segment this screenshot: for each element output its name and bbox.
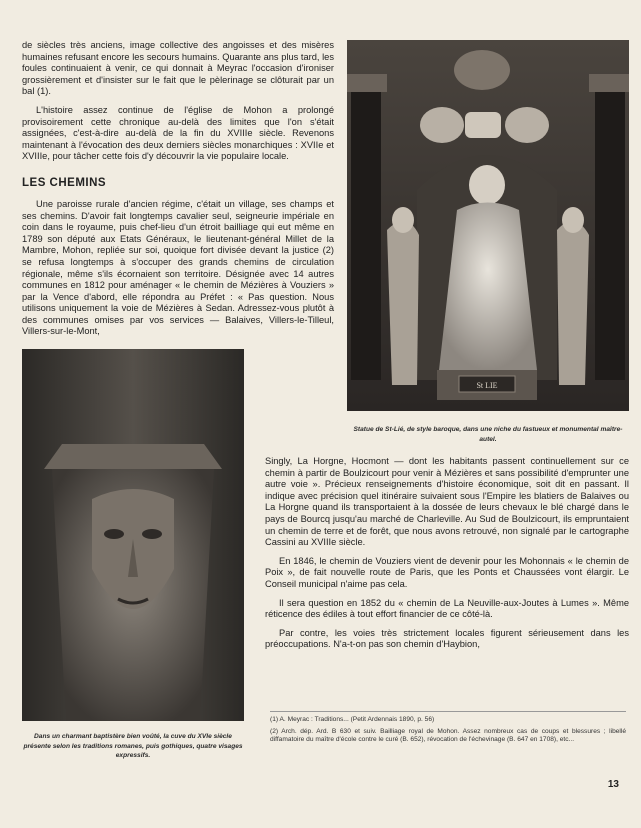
font-caption: Dans un charmant baptistère bien voûté, la cuve du XVIe siècle présente selon les traditions romanes, puis gothiques, quatre visages expressifs. xyxy=(23,733,243,759)
paragraph: L'histoire assez continue de l'église de Mohon a prolongé provisoirement cette chronique au-delà des limites que l'on s'était assignées, c'est-à-dire au-delà de la fin du XVIIIe siècle. Revenons maintenant à l'évocation des deux derniers siècles monarchiques : XVIIe et XVIIIe, pour tâcher cette fois d'y découvrir la vie populaire locale. xyxy=(22,104,334,162)
statue-caption: Statue de St-Lié, de style baroque, dans une niche du fastueux et monumental maître-autel. xyxy=(353,426,623,443)
footnotes xyxy=(270,711,626,749)
paragraph: de siècles très anciens, image collective des angoisses et des misères humaines refusant encore les secours humains. Quarante ans plus tard, les foules continuaient à venir, ce qui donnait à Meyrac l'occasion d'ironiser grossièrement et d'insister sur le fait que le pèlerinage se clôturait par un bal (1). xyxy=(22,40,334,97)
footnote: (1) A. Meyrac : Traditions... (Petit Ardennais 1890, p. 56) xyxy=(270,716,435,723)
plaque-label: St LIE xyxy=(476,381,498,390)
font-photo xyxy=(22,349,244,721)
statue-photo xyxy=(347,40,629,411)
left-column xyxy=(22,40,334,345)
page-number: 13 xyxy=(607,779,619,790)
footnote: (2) Arch. dép. Ard. B 630 et suiv. Bailliage royal de Mohon. Assez nombreux cas de coups et blessures ; libellé diffamatoire du maître d'école contre le curé (B. 652), révocation de l'échevinage (B. 647 en 1708), etc... xyxy=(270,728,626,744)
right-column xyxy=(265,456,629,658)
paragraph: Singly, La Horgne, Hocmont — dont les habitants passent continuellement sur ce chemin à partir de Boulzicourt pour venir à Mézières et sans possibilité d'emprunter une autre voie ». Précieux renseignements d'histoire économique, soit dit en passant. Il indique avec précision quel itinéraire suivaient sous l'Empire les blatiers de Balaives ou La Horgne quand ils transportaient à la dossée de leurs chevaux le blé chargé dans le pays de Bourcq jusqu'au marché de Charleville. Au Sud de Boulzicourt, ils empruntaient un chemin de terre et de forêt, que nous avons retrouvé, non signalé par le cartographe Cassini au XVIIIe siècle. xyxy=(265,456,629,548)
paragraph: Il sera question en 1852 du « chemin de La Neuville-aux-Joutes à Lumes ». Même réticence des édiles à tout effort financier de ce côté-là. xyxy=(265,597,629,620)
paragraph: Une paroisse rurale d'ancien régime, c'était un village, ses champs et ses chemins. D'avoir fait longtemps cavalier seul, seigneurie impériale en coin dans le royaume, puis chef-lieu d'un étroit bailliage qui eut même en 1789 son député aux Etats Généraux, le lieutenant-général Millet de la Mambre, Mohon, repliée sur soi, quoique fort divisée devant la justice (2) se refusa longtemps à s'occuper des grands chemins de circulation régionale, même s'ils écornaient son territoire. Désignée avec 14 autres communes en 1812 pour aménager « le chemin de Mézières à Vouziers » par la Vence d'abord, elle répondra au Préfet : « Pas question. Nous utilisons uniquement la voie de Mézières à Sedan. Adressez-vous plutôt à des communes omises par vos services — Balaives, Villers-le-Tilleul, Villers-sur-le-Mont, xyxy=(22,198,334,337)
paragraph: En 1846, le chemin de Vouziers vient de devenir pour les Mohonnais « le chemin de Poix », de fait nouvelle route de Paris, que les Ponts et Chaussées vont élargir. Le Conseil municipal n'aime pas cela. xyxy=(265,555,629,589)
section-heading: LES CHEMINS xyxy=(22,176,107,189)
paragraph: Par contre, les voies très strictement locales figurent sérieusement dans les préoccupations. N'a-t-on pas son chemin d'Haybion, xyxy=(265,627,629,650)
